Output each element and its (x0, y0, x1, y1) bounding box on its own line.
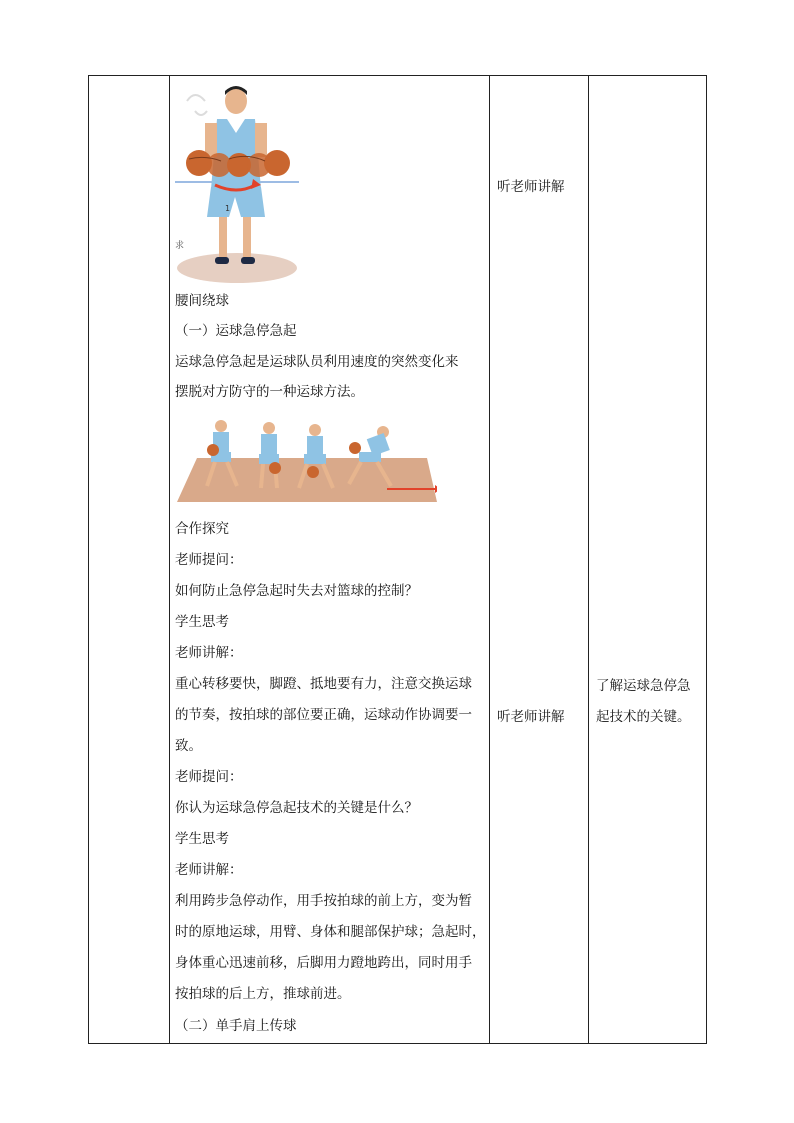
content-line: 摆脱对方防守的一种运球方法。 (175, 384, 364, 400)
content-line: 学生思考 (175, 614, 229, 630)
design-intent-line: 起技术的关键。 (596, 709, 691, 725)
teaching-content-column (169, 76, 489, 1043)
content-line: 的节奏，按拍球的部位要正确，运球动作协调要一 (175, 707, 472, 723)
content-line: 时的原地运球，用臂、身体和腿部保护球；急起时， (175, 924, 486, 940)
figure-side-mark: 求 (175, 241, 185, 251)
lesson-table (88, 75, 707, 1044)
content-line: 如何防止急停急起时失去对篮球的控制？ (175, 583, 418, 599)
content-line: （一）运球急停急起 (175, 323, 297, 339)
waist-circling-photo (175, 81, 299, 286)
content-line: 学生思考 (175, 831, 229, 847)
content-line: 老师提问： (175, 769, 243, 785)
content-line: 腰间绕球 (175, 293, 229, 309)
svg-text:1: 1 (225, 204, 231, 213)
student-activity-column (489, 76, 588, 1043)
content-line: 致。 (175, 738, 202, 754)
content-line: 重心转移要快，脚蹬、抵地要有力，注意交换运球 (175, 676, 472, 692)
content-line: 身体重心迅速前移，后脚用力蹬地跨出，同时用手 (175, 955, 472, 971)
empty-column (89, 76, 169, 1043)
student-activity-item: 听老师讲解 (497, 709, 565, 725)
stop-and-go-dribble-photo (177, 418, 437, 502)
content-line: 运球急停急起是运球队员利用速度的突然变化来 (175, 354, 459, 370)
content-line: 合作探究 (175, 521, 229, 537)
content-line: 老师讲解： (175, 862, 243, 878)
design-intent-column (588, 76, 706, 1043)
content-line: 利用跨步急停动作，用手按拍球的前上方，变为暂 (175, 893, 472, 909)
content-line: 老师提问： (175, 552, 243, 568)
content-line: 你认为运球急停急起技术的关键是什么？ (175, 800, 418, 816)
content-line: 按拍球的后上方，推球前进。 (175, 986, 351, 1002)
design-intent-line: 了解运球急停急 (596, 678, 691, 694)
content-line: 老师讲解： (175, 645, 243, 661)
student-activity-item: 听老师讲解 (497, 179, 565, 195)
content-line: （二）单手肩上传球 (175, 1018, 297, 1034)
